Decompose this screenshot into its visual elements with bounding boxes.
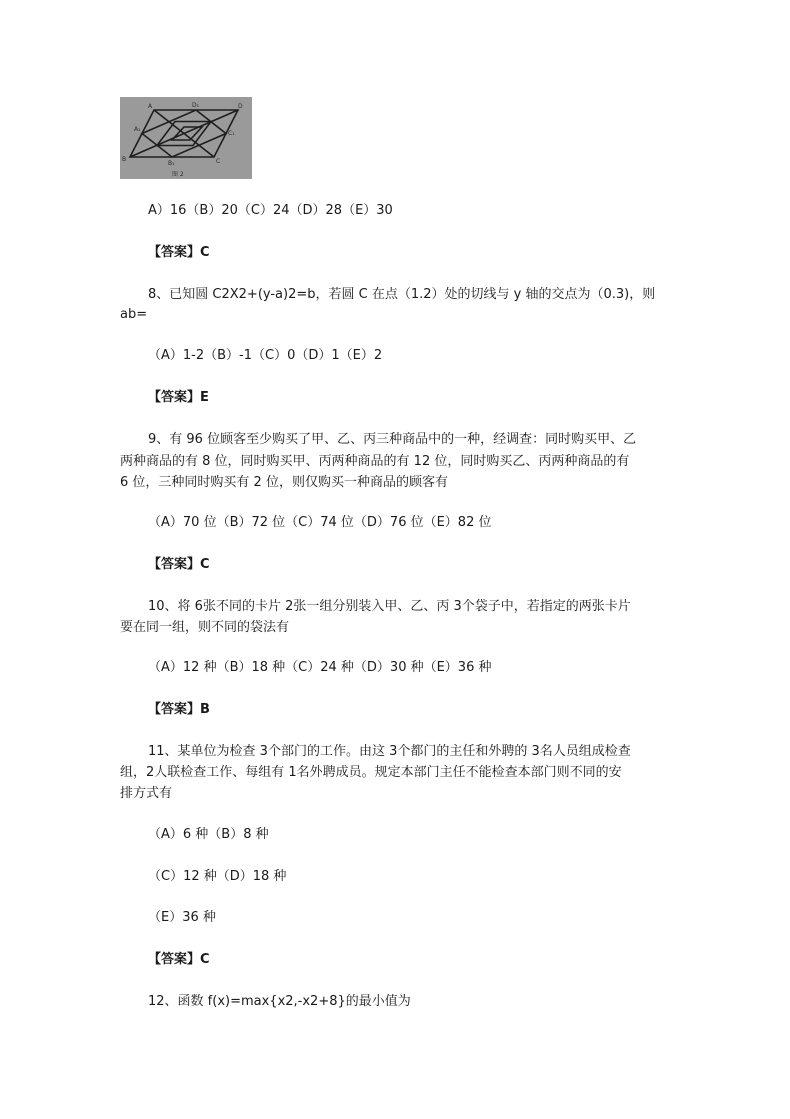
q9-text-line3: 6 位，三种同时购买有 2 位，则仅购买一种商品的顾客有	[120, 475, 448, 490]
q9-options: （A）70 位（B）72 位（C）74 位（D）76 位（E）82 位	[148, 515, 492, 530]
q9-text-line2: 两种商品的有 8 位，同时购买甲、丙两种商品的有 12 位，同时购买乙、丙两种商品的有	[120, 454, 630, 469]
q7-options: A）16（B）20（C）24（D）28（E）30	[148, 203, 393, 218]
svg-text:B₁: B₁	[168, 160, 175, 167]
q11-options-line1: （A）6 种（B）8 种	[148, 827, 269, 842]
q9-text-line1: 9、有 96 位顾客至少购买了甲、乙、丙三种商品中的一种，经调查：同时购买甲、乙	[148, 432, 637, 447]
q11-text-line1: 11、某单位为检查 3个部门的工作。由这 3个都门的主任和外聘的 3名人员组成检查	[148, 744, 631, 759]
q10-answer: 【答案】B	[148, 702, 210, 717]
q12-text-line1: 12、函数 f(x)=max{x2,-x2+8}的最小值为	[148, 994, 411, 1009]
svg-text:C₁: C₁	[228, 130, 235, 137]
q11-text-line3: 排方式有	[120, 786, 173, 801]
svg-text:D₁: D₁	[192, 102, 200, 109]
q7-answer: 【答案】C	[148, 245, 210, 260]
svg-text:C: C	[216, 158, 221, 165]
svg-text:D: D	[238, 103, 243, 110]
q11-text-line2: 组，2人联检查工作、每组有 1名外聘成员。规定本部门主任不能检查本部门则不同的安	[120, 765, 622, 780]
q8-options: （A）1-2（B）-1（C）0（D）1（E）2	[148, 348, 383, 363]
q9-answer: 【答案】C	[148, 557, 210, 572]
svg-text:A₁: A₁	[134, 126, 141, 133]
q11-answer: 【答案】C	[148, 952, 210, 967]
figure-caption: 图 2	[172, 171, 184, 178]
q10-text-line2: 要在同一组，则不同的袋法有	[120, 620, 290, 635]
q8-answer: 【答案】E	[148, 390, 209, 405]
parallelogram-geometry-figure-icon	[120, 97, 252, 179]
q11-options-line2: （C）12 种（D）18 种	[148, 869, 287, 884]
svg-text:A: A	[148, 103, 153, 110]
q10-text-line1: 10、将 6张不同的卡片 2张一组分别装入甲、乙、丙 3个袋子中，若指定的两张卡片	[148, 599, 631, 614]
q8-text-line1: 8、已知圆 C2X2+(y-a)2=b，若圆 C 在点（1.2）处的切线与 y 轴的交点为（0.3)，则	[148, 287, 656, 302]
q11-options-line3: （E）36 种	[148, 910, 216, 925]
svg-text:B: B	[122, 156, 127, 163]
q10-options: （A）12 种（B）18 种（C）24 种（D）30 种（E）36 种	[148, 660, 492, 675]
geometry-figure-image	[120, 97, 252, 179]
q8-text-line2: ab=	[120, 307, 148, 322]
